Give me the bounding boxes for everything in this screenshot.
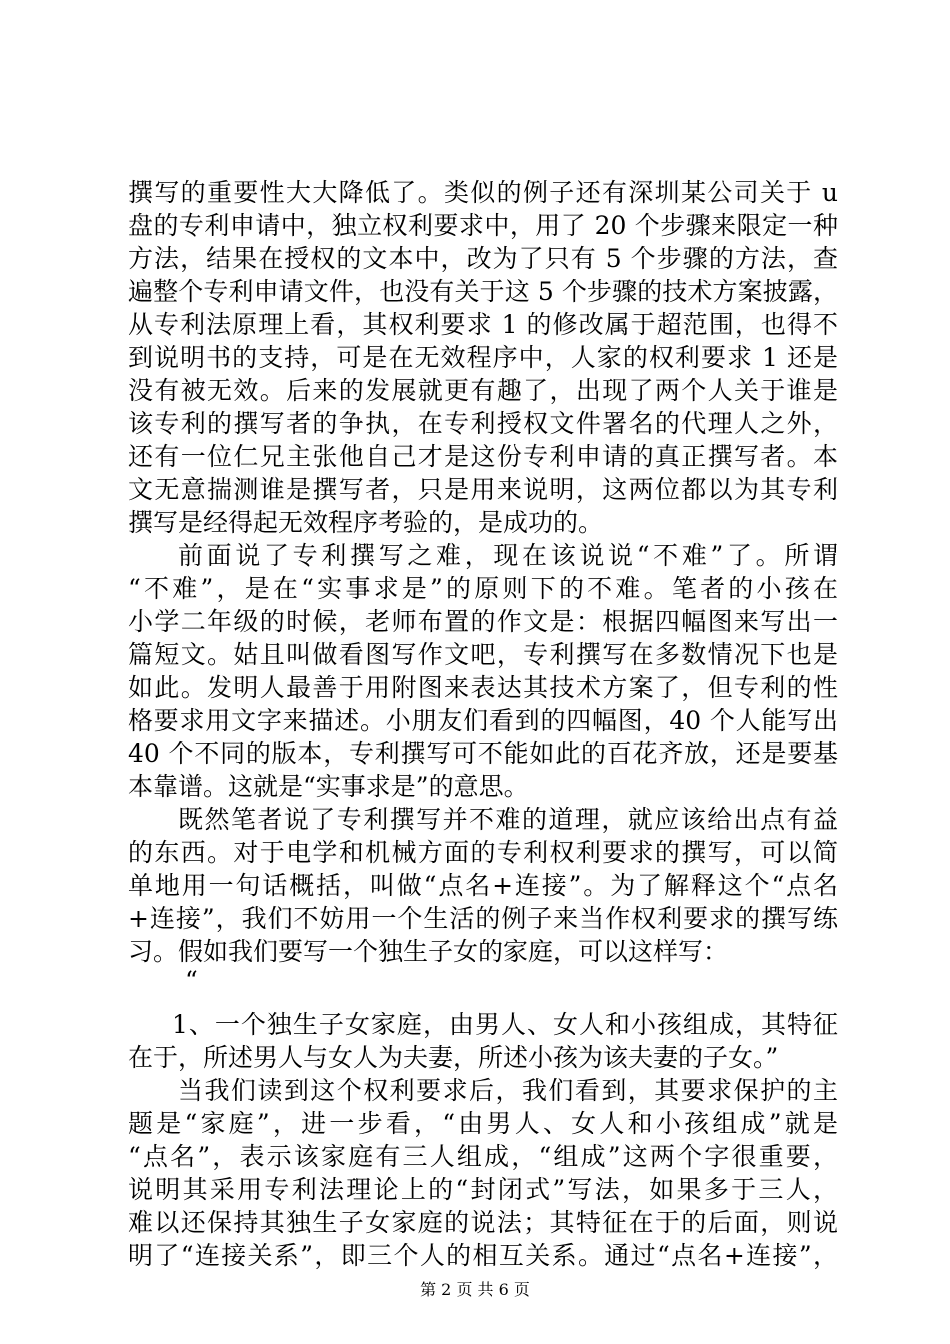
text-line: 篇短文。姑且叫做看图写作文吧，专利撰写在多数情况下也是 (128, 640, 838, 669)
text-line: 撰写是经得起无效程序考验的，是成功的。 (128, 508, 604, 537)
paragraph-start-line: 前面说了专利撰写之难，现在该说说“不难”了。所谓 (178, 541, 838, 570)
text-line: +连接”，我们不妨用一个生活的例子来当作权利要求的撰写练 (128, 904, 838, 933)
text-line: 题是“家庭”，进一步看，“由男人、女人和小孩组成”就是 (128, 1109, 838, 1138)
text-line: 说明其采用专利法理论上的“封闭式”写法，如果多于三人， (128, 1175, 838, 1204)
text-line: 遍整个专利申请文件，也没有关于这 5 个步骤的技术方案披露， (128, 277, 838, 306)
text-line: “不难”，是在“实事求是”的原则下的不难。笔者的小孩在 (128, 574, 838, 603)
text-line: 明了“连接关系”，即三个人的相互关系。通过“点名+连接”， (128, 1241, 838, 1270)
text-line: 方法，结果在授权的文本中，改为了只有 5 个步骤的方法，查 (128, 244, 838, 273)
open-quote-line: “ (185, 966, 198, 995)
text-line: 从专利法原理上看，其权利要求 1 的修改属于超范围，也得不 (128, 310, 838, 339)
text-line: 到说明书的支持，可是在无效程序中，人家的权利要求 1 还是 (128, 343, 838, 372)
text-line: 小学二年级的时候，老师布置的作文是：根据四幅图来写出一 (128, 607, 838, 636)
claim-line: 在于，所述男人与女人为夫妻，所述小孩为该夫妻的子女。” (128, 1043, 779, 1072)
text-line: 的东西。对于电学和机械方面的专利权利要求的撰写，可以简 (128, 838, 838, 867)
text-line: 撰写的重要性大大降低了。类似的例子还有深圳某公司关于 u (128, 178, 838, 207)
text-line: 本靠谱。这就是“实事求是”的意思。 (128, 772, 529, 801)
text-line: 40 个不同的版本，专利撰写可不能如此的百花齐放，还是要基 (128, 739, 838, 768)
paragraph-start-line: 当我们读到这个权利要求后，我们看到，其要求保护的主 (178, 1076, 838, 1105)
paragraph-start-line: 既然笔者说了专利撰写并不难的道理，就应该给出点有益 (178, 805, 838, 834)
text-line: 单地用一句话概括，叫做“点名+连接”。为了解释这个“点名 (128, 871, 838, 900)
text-line: 格要求用文字来描述。小朋友们看到的四幅图，40 个人能写出 (128, 706, 838, 735)
claim-line: 1、一个独生子女家庭，由男人、女人和小孩组成，其特征 (172, 1010, 838, 1039)
text-line: 还有一位仁兄主张他自己才是这份专利申请的真正撰写者。本 (128, 442, 838, 471)
text-line: 习。假如我们要写一个独生子女的家庭，可以这样写： (128, 937, 729, 966)
text-line: 文无意揣测谁是撰写者，只是用来说明，这两位都以为其专利 (128, 475, 838, 504)
page-footer: 第 2 页 共 6 页 (420, 1280, 530, 1299)
text-line: 如此。发明人最善于用附图来表达其技术方案了，但专利的性 (128, 673, 838, 702)
text-line: 盘的专利申请中，独立权利要求中，用了 20 个步骤来限定一种 (128, 211, 838, 240)
text-line: 没有被无效。后来的发展就更有趣了，出现了两个人关于谁是 (128, 376, 838, 405)
text-line: 该专利的撰写者的争执，在专利授权文件署名的代理人之外， (128, 409, 838, 438)
text-line: “点名”，表示该家庭有三人组成，“组成”这两个字很重要， (128, 1142, 838, 1171)
text-line: 难以还保持其独生子女家庭的说法；其特征在于的后面，则说 (128, 1208, 838, 1237)
